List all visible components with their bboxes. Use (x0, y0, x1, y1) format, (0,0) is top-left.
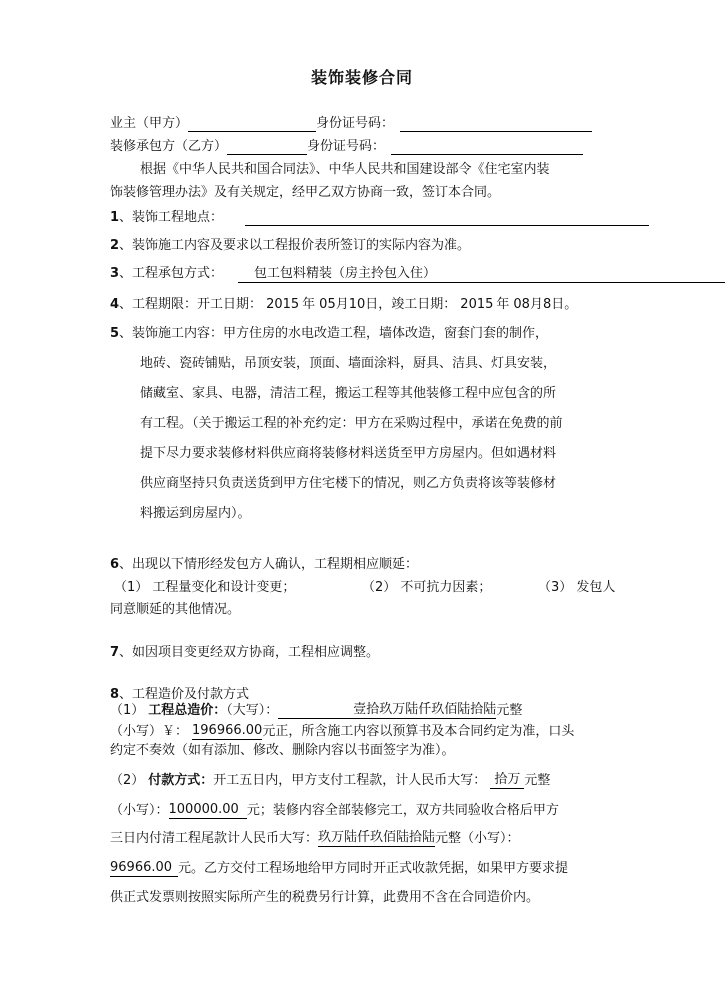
item-6-option-3-cont: 同意顺延的其他情况。 (110, 602, 241, 617)
party-b-id-blank (391, 140, 583, 155)
contract-mode-field (238, 266, 725, 283)
final-payment-small-suffix: 元。乙方交付工程场地给甲方同时开正式收款凭据，如果甲方要求提 (178, 861, 569, 876)
payment-line-1 (110, 772, 550, 789)
item-4-number: 4 (110, 297, 120, 312)
first-payment-big-value: 拾万 (494, 772, 521, 787)
party-a-label: 业主（甲方） (110, 116, 189, 131)
final-payment-big-suffix: 元整（小写）： (435, 831, 520, 846)
first-payment-big-field (490, 772, 524, 789)
item-3-text: 、工程承包方式： (119, 266, 224, 281)
party-a-id-label: 身份证号码： (316, 116, 395, 131)
party-a-id-blank (400, 117, 592, 132)
preamble-line-1: 根据《中华人民共和国合同法》、中华人民共和国建设部令《住宅室内装 (140, 162, 550, 177)
item-4 (110, 297, 577, 313)
first-payment-small-prefix: （小写）： (110, 803, 169, 818)
p1-label: （1） (110, 703, 145, 718)
contract-mode-value: 包工包料精装（房主拎包入住） (254, 266, 437, 281)
year-label: 年 (302, 297, 316, 312)
payment-method-label: 付款方式： (148, 773, 214, 788)
item-5-line-6: 供应商坚持只负责送货到甲方住宅楼下的情况，则乙方负责将该等装修材 (140, 476, 557, 491)
item-8 (110, 687, 249, 703)
final-payment-prefix: 三日内付清工程尾款计人民币大写： (110, 831, 319, 846)
total-price-line (110, 702, 522, 719)
total-price-small-prefix: （小写）￥： (110, 724, 189, 739)
item-5-line-7: 料搬运到房屋内）。 (140, 506, 251, 521)
payment-line-2 (110, 802, 559, 819)
item-6 (110, 557, 418, 573)
final-payment-big-field (318, 830, 435, 847)
party-a-row (110, 116, 592, 132)
start-month: 05 (319, 297, 336, 312)
item-6-text: 、出现以下情形经发包方人确认，工程期相应顺延： (119, 557, 419, 572)
item-1-text: 、装饰工程地点： (119, 210, 224, 225)
item-6-option-3: （3） 发包人 (538, 580, 616, 595)
item-3 (110, 266, 223, 282)
item-2 (110, 238, 470, 254)
item-5-line-3: 储藏室、家具、电器，清洁工程，搬运工程等其他装修工程中应包含的所 (140, 386, 557, 401)
item-5-line-1 (110, 326, 548, 342)
final-payment-small-field (110, 860, 178, 877)
item-3-number: 3 (110, 266, 120, 281)
p2-label: （2） (110, 773, 145, 788)
item-4-mid: 日，竣工日期： (365, 297, 457, 312)
end-year: 2015 (460, 297, 494, 312)
total-price-note: 约定不奏效（如有添加、修改、删除内容以书面签字为准）。 (110, 743, 455, 758)
item-5-line-2: 地砖、瓷砖铺贴，吊顶安装，顶面、墙面涂料，厨具、洁具、灯具安装， (140, 356, 557, 371)
party-b-row (110, 139, 583, 155)
total-price-big-suffix: 元整 (496, 703, 523, 718)
contract-title: 装饰装修合同 (311, 68, 414, 87)
final-payment-small-value: 96966.00 (110, 860, 173, 875)
item-5-text: 、装饰施工内容：甲方住房的水电改造工程，墙体改造，窗套门套的制作， (119, 326, 549, 341)
item-2-text: 、装饰施工内容及要求以工程报价表所签订的实际内容为准。 (119, 238, 471, 253)
item-1 (110, 210, 649, 226)
total-price-label: 工程总造价： (148, 703, 227, 718)
final-payment-big-value: 玖万陆仟玖佰陆拾陆 (318, 830, 436, 845)
item-4-prefix: 、工程期限：开工日期： (119, 297, 263, 312)
payment-line-5: 供正式发票则按照实际所产生的税费另行计算，此费用不含在合同造价内。 (110, 890, 540, 905)
party-a-name-blank (188, 117, 316, 132)
end-day: 8 (542, 297, 552, 312)
month-label: 月 (529, 297, 543, 312)
item-7 (110, 645, 379, 661)
end-month: 08 (513, 297, 530, 312)
start-day: 10 (348, 297, 366, 312)
first-payment-small-field (169, 802, 247, 819)
item-5-line-5: 提下尽力要求装修材料供应商将装修材料送货至甲方房屋内。但如遇材料 (140, 446, 557, 461)
first-payment-small-value: 100000.00 (168, 802, 239, 817)
site-address-blank (245, 211, 649, 226)
month-label: 月 (335, 297, 349, 312)
item-6-option-2: （2） 不可抗力因素； (362, 580, 492, 595)
payment-text-1: 开工五日内，甲方支付工程款，计人民币大写： (213, 773, 487, 788)
payment-line-3 (110, 830, 520, 847)
item-5-number: 5 (110, 326, 120, 341)
item-8-text: 、工程造价及付款方式 (119, 687, 250, 702)
party-b-label: 装修承包方（乙方） (110, 139, 228, 154)
first-payment-big-suffix: 元整 (524, 773, 551, 788)
payment-line-4 (110, 860, 568, 877)
item-6-option-1: （1） 工程量变化和设计变更； (114, 580, 296, 595)
item-5-line-4: 有工程。（关于搬运工程的补充约定：甲方在采购过程中，承诺在免费的前 (140, 416, 563, 431)
first-payment-small-suffix: 元；装修内容全部装修完工，双方共同验收合格后甲方 (246, 803, 559, 818)
item-2-number: 2 (110, 238, 120, 253)
party-b-id-label: 身份证号码： (307, 139, 386, 154)
total-price-small-value: 196966.00 (192, 723, 263, 738)
total-price-small-line (110, 723, 574, 740)
total-price-big-field (278, 702, 496, 719)
preamble-line-2: 饰装修管理办法》及有关规定，经甲乙双方协商一致，签订本合同。 (110, 185, 501, 200)
total-price-small-suffix: 元正，所含施工内容以预算书及本合同约定为准，口头 (262, 724, 575, 739)
item-1-number: 1 (110, 210, 120, 225)
start-year: 2015 (266, 297, 300, 312)
item-7-text: 、如因项目变更经双方协商，工程相应调整。 (119, 645, 380, 660)
party-b-name-blank (227, 140, 307, 155)
total-price-small-field (192, 723, 262, 740)
day-label: 日。 (551, 297, 578, 312)
item-7-number: 7 (110, 645, 120, 660)
year-label: 年 (496, 297, 510, 312)
item-6-number: 6 (110, 557, 120, 572)
total-price-big-label: （大写）： (226, 703, 279, 718)
item-8-number: 8 (110, 687, 120, 702)
total-price-big-value: 壹拾玖万陆仟玖佰陆拾陆 (353, 702, 497, 717)
